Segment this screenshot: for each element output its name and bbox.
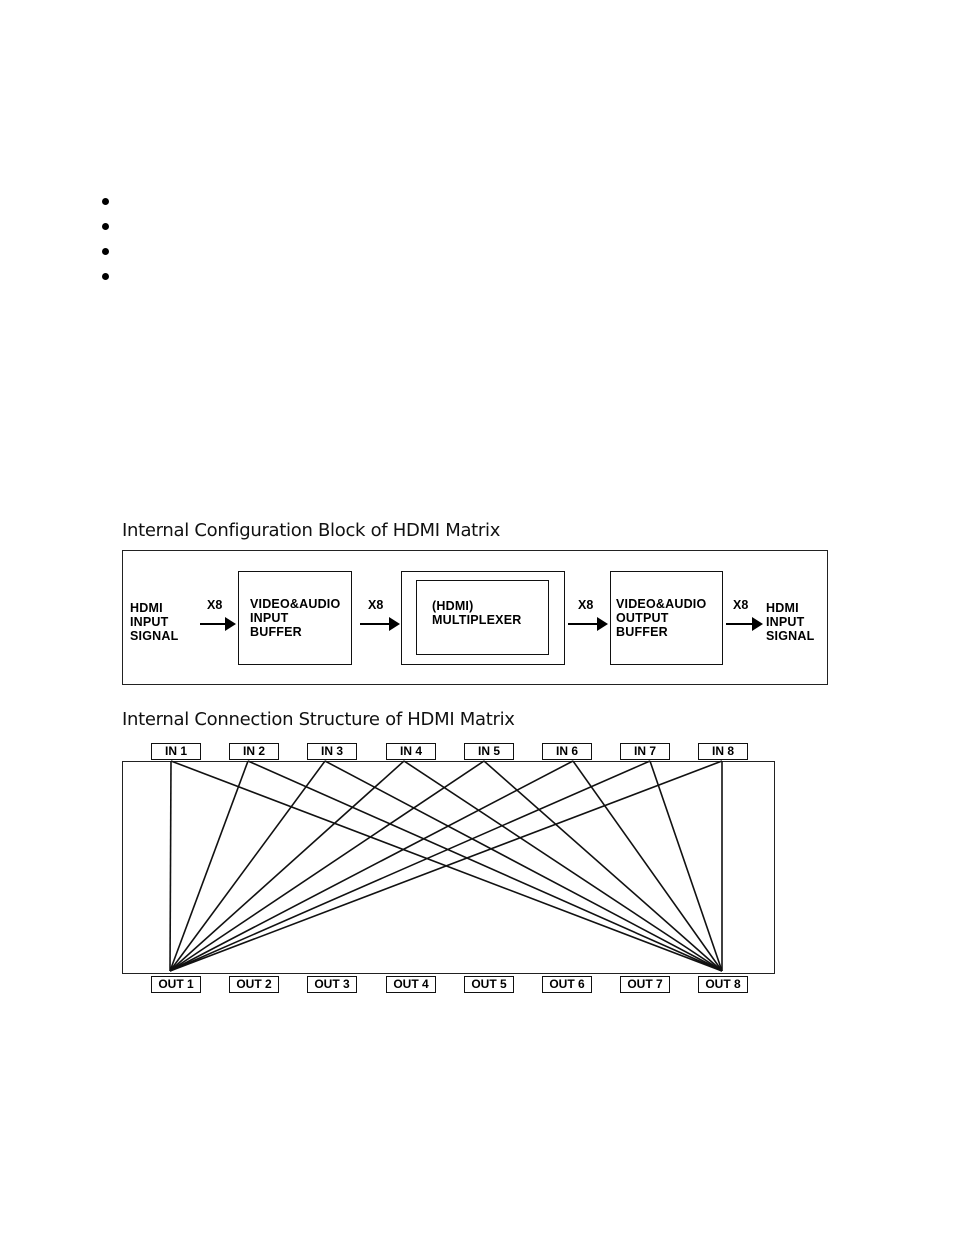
x8-label-2: X8 bbox=[368, 598, 384, 612]
output-port-3: OUT 3 bbox=[307, 976, 357, 993]
output-port-7: OUT 7 bbox=[620, 976, 670, 993]
x8-label-4: X8 bbox=[733, 598, 749, 612]
output-port-1: OUT 1 bbox=[151, 976, 201, 993]
input-port-8: IN 8 bbox=[698, 743, 748, 760]
input-port-3: IN 3 bbox=[307, 743, 357, 760]
wire-in3-out8 bbox=[325, 761, 722, 971]
output-signal-label: HDMI INPUT SIGNAL bbox=[766, 601, 815, 643]
input-port-1: IN 1 bbox=[151, 743, 201, 760]
wire-in6-out8 bbox=[573, 761, 722, 971]
x8-label-1: X8 bbox=[207, 598, 223, 612]
input-port-4: IN 4 bbox=[386, 743, 436, 760]
input-buffer-label: VIDEO&AUDIO INPUT BUFFER bbox=[250, 597, 341, 639]
output-port-4: OUT 4 bbox=[386, 976, 436, 993]
input-port-7: IN 7 bbox=[620, 743, 670, 760]
multiplexer-label: (HDMI) MULTIPLEXER bbox=[432, 599, 522, 627]
config-block-title: Internal Configuration Block of HDMI Matrix bbox=[122, 520, 501, 541]
wire-in7-out1 bbox=[170, 761, 650, 971]
input-signal-label: HDMI INPUT SIGNAL bbox=[130, 601, 179, 643]
wire-in4-out1 bbox=[170, 761, 404, 971]
wire-in2-out1 bbox=[170, 761, 248, 971]
wire-in5-out1 bbox=[170, 761, 484, 971]
wire-in1-out1 bbox=[170, 761, 171, 971]
wire-in2-out8 bbox=[248, 761, 722, 971]
output-port-8: OUT 8 bbox=[698, 976, 748, 993]
connection-structure-title: Internal Connection Structure of HDMI Matrix bbox=[122, 709, 515, 730]
input-port-5: IN 5 bbox=[464, 743, 514, 760]
output-port-2: OUT 2 bbox=[229, 976, 279, 993]
input-port-6: IN 6 bbox=[542, 743, 592, 760]
x8-label-3: X8 bbox=[578, 598, 594, 612]
wire-in3-out1 bbox=[170, 761, 325, 971]
wire-in6-out1 bbox=[170, 761, 573, 971]
input-port-2: IN 2 bbox=[229, 743, 279, 760]
output-port-6: OUT 6 bbox=[542, 976, 592, 993]
output-port-5: OUT 5 bbox=[464, 976, 514, 993]
output-buffer-label: VIDEO&AUDIO OUTPUT BUFFER bbox=[616, 597, 707, 639]
wire-in4-out8 bbox=[404, 761, 722, 971]
